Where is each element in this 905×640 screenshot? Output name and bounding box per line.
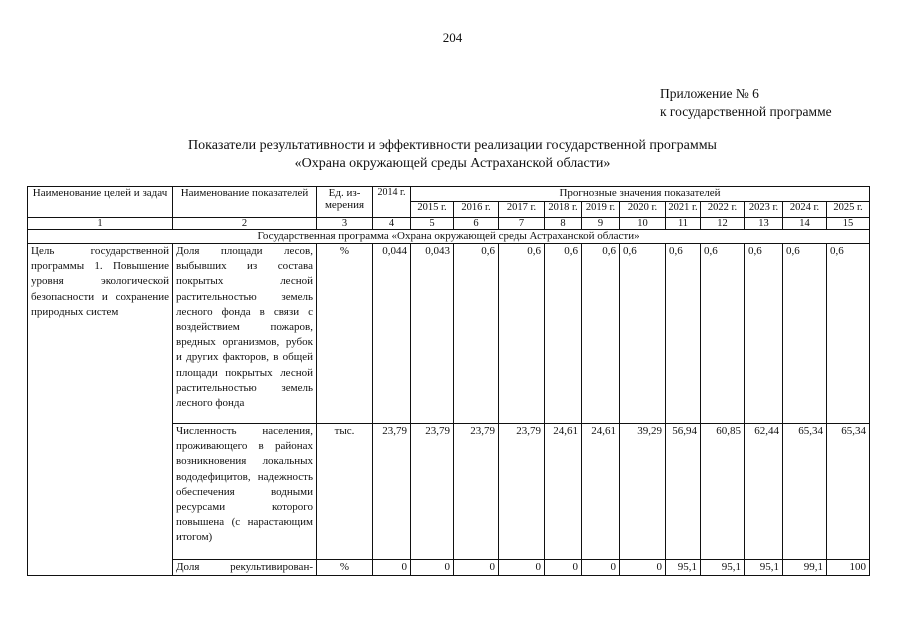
header-year: 2019 г. xyxy=(582,202,620,218)
value-cell: 0,6 xyxy=(783,244,827,424)
column-number: 11 xyxy=(666,218,701,230)
header-forecast: Прогнозные значения показателей xyxy=(411,187,870,202)
value-cell: 62,44 xyxy=(745,424,783,560)
column-number: 2 xyxy=(173,218,317,230)
unit-cell: % xyxy=(317,560,373,576)
column-number: 12 xyxy=(701,218,745,230)
value-cell: 99,1 xyxy=(783,560,827,576)
header-goal: Наименование целей и задач xyxy=(28,187,173,218)
value-cell: 65,34 xyxy=(827,424,870,560)
table-row xyxy=(28,244,870,424)
value-cell: 0,6 xyxy=(545,244,582,424)
indicator-cell: Доля площади лесов, выбывших из состава покрытых лесной растительностью земель лесного фонда в связи с воздействием пожаров, вредных организмов, рубок и других факторов, в общей площади покрытых лесной растительностью земель лесного фонда xyxy=(173,244,317,424)
unit-cell: % xyxy=(317,244,373,424)
value-cell: 0 xyxy=(620,560,666,576)
header-indicator: Наименование показателей xyxy=(173,187,317,218)
value-cell: 23,79 xyxy=(373,424,411,560)
header-base-year: 2014 г. xyxy=(373,187,411,218)
header-year: 2021 г. xyxy=(666,202,701,218)
value-cell: 0,043 xyxy=(411,244,454,424)
document-title xyxy=(0,137,905,173)
header-year: 2018 г. xyxy=(545,202,582,218)
goal-cell: Цель государственной программы 1. Повышение уровня экологической безопасности и сохранение природных систем xyxy=(28,244,173,576)
title-line-1: Показатели результативности и эффективности реализации государственной программы xyxy=(188,138,717,153)
header-year: 2020 г. xyxy=(620,202,666,218)
column-number: 1 xyxy=(28,218,173,230)
program-row xyxy=(28,230,870,244)
column-number: 4 xyxy=(373,218,411,230)
title-line-2: «Охрана окружающей среды Астраханской области» xyxy=(294,156,611,171)
header-year: 2015 г. xyxy=(411,202,454,218)
header-year: 2024 г. xyxy=(783,202,827,218)
value-cell: 0 xyxy=(582,560,620,576)
value-cell: 95,1 xyxy=(701,560,745,576)
column-number: 8 xyxy=(545,218,582,230)
column-number: 10 xyxy=(620,218,666,230)
value-cell: 39,29 xyxy=(620,424,666,560)
value-cell: 23,79 xyxy=(454,424,499,560)
value-cell: 0 xyxy=(499,560,545,576)
header-year: 2016 г. xyxy=(454,202,499,218)
value-cell: 60,85 xyxy=(701,424,745,560)
page-number: 204 xyxy=(442,30,463,45)
header-year: 2022 г. xyxy=(701,202,745,218)
indicator-cell: Численность населения, проживающего в районах возникновения локальных вододефицитов, надежность обеспечения водными ресурсами которого повышена (с нарастающим итогом) xyxy=(173,424,317,560)
value-cell: 23,79 xyxy=(499,424,545,560)
value-cell: 0,044 xyxy=(373,244,411,424)
header-year: 2023 г. xyxy=(745,202,783,218)
value-cell: 0 xyxy=(411,560,454,576)
column-number: 14 xyxy=(783,218,827,230)
column-number: 6 xyxy=(454,218,499,230)
value-cell: 24,61 xyxy=(582,424,620,560)
value-cell: 0,6 xyxy=(701,244,745,424)
value-cell: 0,6 xyxy=(827,244,870,424)
column-number: 13 xyxy=(745,218,783,230)
value-cell: 0,6 xyxy=(454,244,499,424)
value-cell: 23,79 xyxy=(411,424,454,560)
value-cell: 65,34 xyxy=(783,424,827,560)
header-unit: Ед. из-мерения xyxy=(317,187,373,218)
appendix-caption xyxy=(660,85,832,121)
program-title: Государственная программа «Охрана окружающей среды Астраханской области» xyxy=(28,230,870,244)
column-number: 9 xyxy=(582,218,620,230)
value-cell: 0 xyxy=(454,560,499,576)
value-cell: 0 xyxy=(373,560,411,576)
column-number: 15 xyxy=(827,218,870,230)
unit-cell: тыс. xyxy=(317,424,373,560)
column-number: 3 xyxy=(317,218,373,230)
column-number: 5 xyxy=(411,218,454,230)
value-cell: 24,61 xyxy=(545,424,582,560)
header-year: 2025 г. xyxy=(827,202,870,218)
value-cell: 95,1 xyxy=(745,560,783,576)
value-cell: 0 xyxy=(545,560,582,576)
value-cell: 56,94 xyxy=(666,424,701,560)
header-year: 2017 г. xyxy=(499,202,545,218)
column-number: 7 xyxy=(499,218,545,230)
value-cell: 0,6 xyxy=(620,244,666,424)
value-cell: 95,1 xyxy=(666,560,701,576)
value-cell: 0,6 xyxy=(499,244,545,424)
indicators-table xyxy=(27,186,870,576)
value-cell: 0,6 xyxy=(582,244,620,424)
header-row-1 xyxy=(28,187,870,202)
value-cell: 100 xyxy=(827,560,870,576)
appendix-line-1: Приложение № 6 xyxy=(660,86,759,101)
column-numbers-row xyxy=(28,218,870,230)
indicator-cell: Доля рекультивирован- xyxy=(173,560,317,576)
appendix-line-2: к государственной программе xyxy=(660,104,832,119)
value-cell: 0,6 xyxy=(666,244,701,424)
value-cell: 0,6 xyxy=(745,244,783,424)
